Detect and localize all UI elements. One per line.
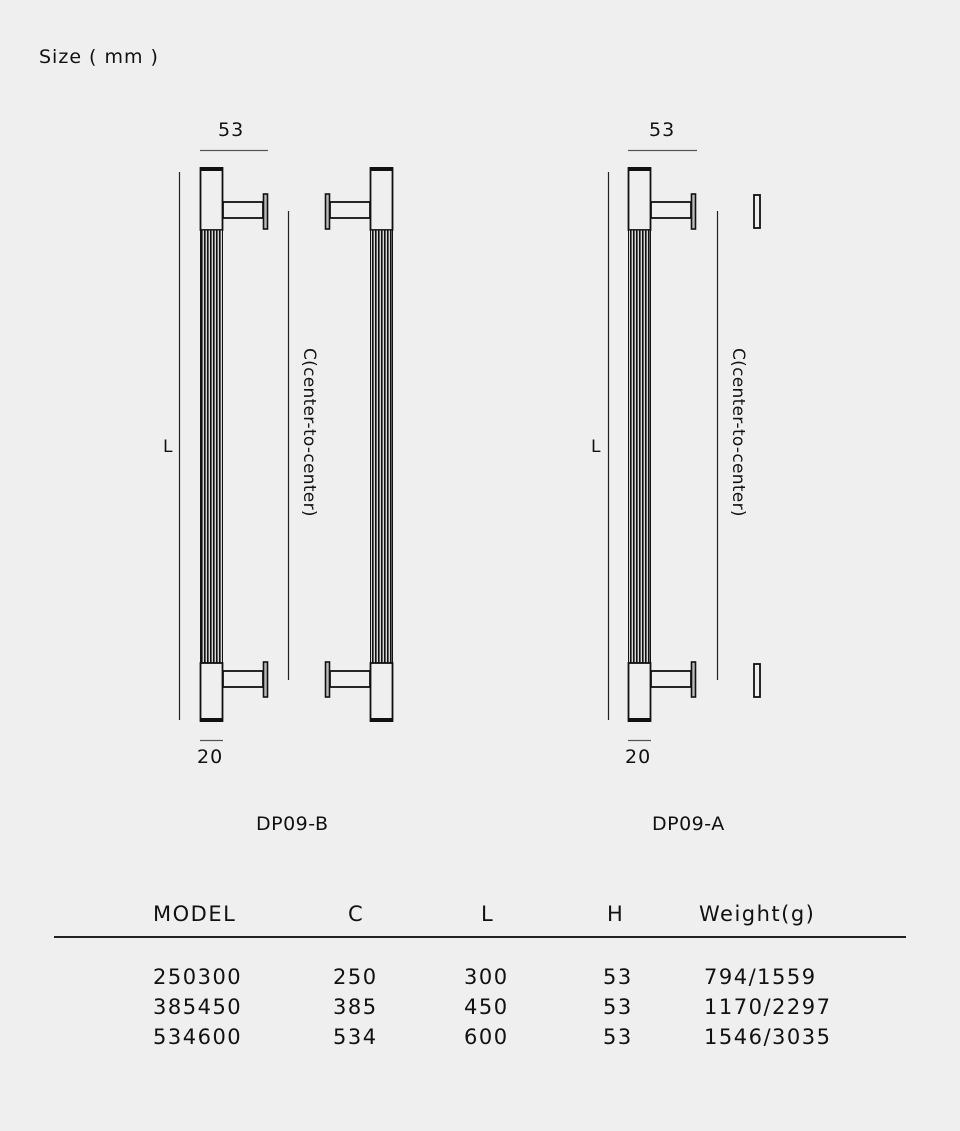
table-cell: 250 [333,965,378,989]
width-dim-label: 53 [649,119,676,141]
length-label: L [591,437,602,457]
handle-side-view-2 [326,167,394,722]
table-cell: 385450 [153,995,243,1019]
dp09-b-drawing [180,151,394,741]
width-dim-label: 53 [218,119,245,141]
mount-insert-top [754,195,760,228]
table-cell: 53 [603,1025,633,1049]
col-header-model: MODEL [153,902,237,926]
table-cell: 250300 [153,965,243,989]
col-header-h: H [607,902,625,926]
table-cell: 600 [464,1025,509,1049]
length-label: L [163,437,174,457]
mount-insert-bottom [754,664,760,697]
table-cell: 534 [333,1025,378,1049]
table-cell: 534600 [153,1025,243,1049]
header-divider [54,936,906,938]
bar-dim-label: 20 [197,746,224,768]
table-cell: 300 [464,965,509,989]
table-cell: 794/1559 [704,965,817,989]
center-to-center-label: C(center-to-center) [299,348,319,517]
table-cell: 385 [333,995,378,1019]
model-label: DP09-B [256,813,329,835]
col-header-l: L [481,902,495,926]
table-cell: 1170/2297 [704,995,832,1019]
table-cell: 450 [464,995,509,1019]
col-header-weight: Weight(g) [699,902,816,926]
table-cell: 53 [603,995,633,1019]
handle-side-view-1 [200,167,268,722]
table-cell: 1546/3035 [704,1025,832,1049]
bar-dim-label: 20 [625,746,652,768]
table-cell: 53 [603,965,633,989]
handle-side-view-3 [628,167,696,722]
center-to-center-label: C(center-to-center) [728,348,748,517]
model-label: DP09-A [652,813,725,835]
col-header-c: C [348,902,365,926]
page-title: Size ( mm ) [39,46,159,68]
